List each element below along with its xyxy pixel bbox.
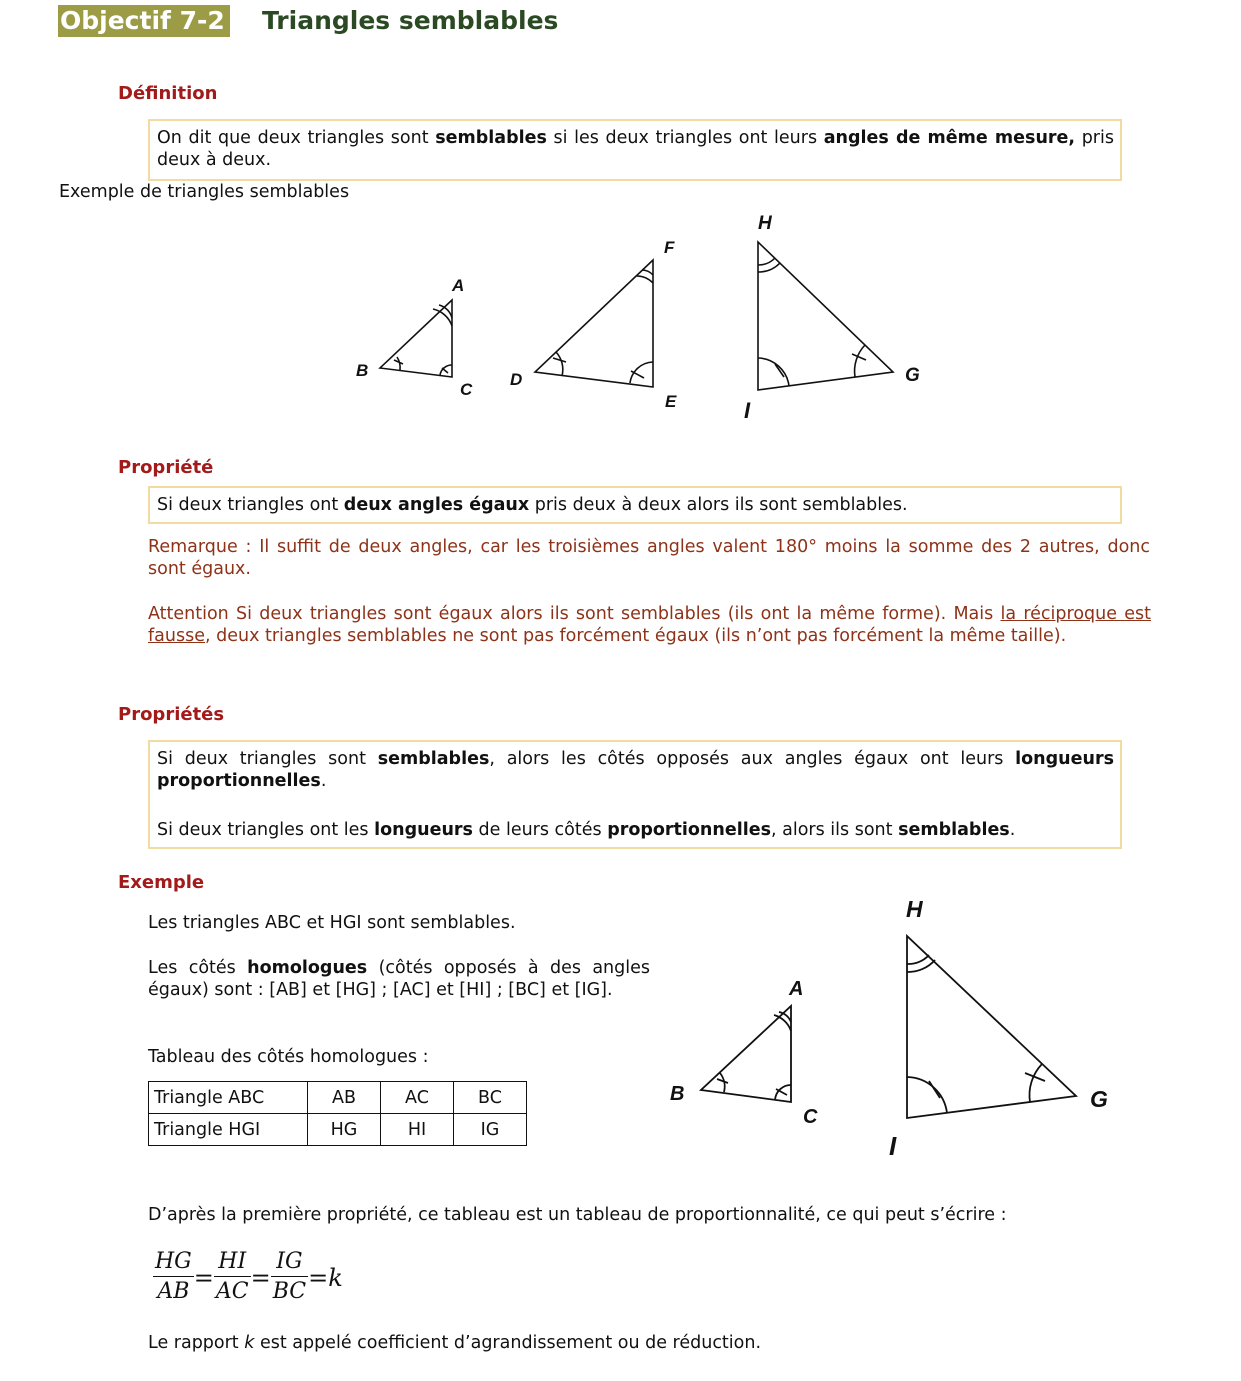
triangle-hgi xyxy=(758,242,893,390)
angle-mark-g xyxy=(1029,1064,1042,1102)
attention-text-1: Attention Si deux triangles sont égaux alors ils sont semblables (ils ont la même forme). Mais xyxy=(148,604,1001,624)
fraction-ig-bc xyxy=(271,1248,308,1307)
page-title: Triangles semblables xyxy=(262,6,559,35)
attention-block xyxy=(148,603,1151,647)
fraction-hg-ab xyxy=(153,1248,194,1307)
table-cell: BC xyxy=(454,1082,527,1114)
property-heading: Propriété xyxy=(118,457,214,478)
definition-text xyxy=(157,127,1114,171)
triangle-abc xyxy=(380,300,452,377)
conclusion-k: k xyxy=(244,1333,255,1353)
properties-s2-text-3: , alors ils sont xyxy=(771,820,899,840)
angle-mark-h xyxy=(907,955,929,964)
label-h: H xyxy=(906,896,923,922)
properties-box xyxy=(148,740,1122,849)
properties-s1-bold-1: semblables xyxy=(377,749,490,769)
label-h: H xyxy=(758,213,772,234)
angle-mark-c xyxy=(440,365,452,375)
definition-bold-2: angles de même mesure, xyxy=(823,128,1076,148)
properties-s1-text-3: . xyxy=(320,771,327,791)
label-a: A xyxy=(452,276,465,295)
table-cell: Triangle HGI xyxy=(149,1114,308,1146)
fraction-hi-ac xyxy=(214,1248,251,1307)
attention-text xyxy=(148,603,1151,647)
label-i: I xyxy=(889,1131,897,1161)
table-cell: IG xyxy=(454,1114,527,1146)
properties-s2-text-1: Si deux triangles ont les xyxy=(157,820,375,840)
definition-text-2: si les deux triangles ont leurs xyxy=(546,128,824,148)
objective-badge: Objectif 7-2 xyxy=(58,5,230,37)
triangle-hgi-example xyxy=(907,936,1076,1118)
table-cell: Triangle ABC xyxy=(149,1082,308,1114)
property-text-1: Si deux triangles ont xyxy=(157,495,344,515)
property-bold-1: deux angles égaux xyxy=(343,495,530,515)
property-text-2: pris deux à deux alors ils sont semblables. xyxy=(529,495,908,515)
definition-box xyxy=(148,119,1122,181)
denominator: AB xyxy=(157,1279,190,1304)
homologous-sides-table xyxy=(148,1081,527,1146)
label-c: C xyxy=(460,380,473,399)
table-row xyxy=(149,1082,527,1114)
example-caption: Exemple de triangles semblables xyxy=(59,182,350,202)
angle-mark-f xyxy=(642,270,653,275)
properties-s1-text-2: , alors les côtés opposés aux angles égaux ont leurs xyxy=(489,749,1016,769)
attention-text-2: , deux triangles semblables ne sont pas forcément égaux (ils n’ont pas forcément la même taille). xyxy=(204,626,1067,646)
numerator: HI xyxy=(214,1248,251,1277)
properties-s1-bold-2: longueurs proportionnelles xyxy=(157,749,1114,791)
property-text xyxy=(157,494,1114,516)
label-e: E xyxy=(665,392,677,411)
property-box xyxy=(148,486,1122,524)
equals-sign: = xyxy=(193,1263,214,1292)
properties-statement-1 xyxy=(157,748,1114,792)
angle-mark-d xyxy=(556,352,563,376)
denominator: AC xyxy=(215,1279,249,1304)
label-c: C xyxy=(803,1106,818,1128)
equals-sign: = xyxy=(250,1263,271,1292)
angle-mark-b xyxy=(720,1073,725,1092)
angle-mark-i xyxy=(758,358,789,386)
homologous-text-1: Les côtés xyxy=(148,958,248,978)
properties-s2-text-2: de leurs côtés xyxy=(472,820,608,840)
definition-text-3: pris deux à deux. xyxy=(157,128,1114,170)
properties-statement-2 xyxy=(157,819,1114,841)
definition-bold-1: semblables xyxy=(435,128,547,148)
angle-mark-g xyxy=(855,345,865,377)
homologous-text-2: (côtés opposés à des angles égaux) sont : [AB] et [HG] ; [AC] et [HI] ; [BC] et [IG]. xyxy=(148,958,650,1000)
proportion-formula xyxy=(153,1248,343,1307)
remark-block xyxy=(148,536,1150,580)
example-heading: Exemple xyxy=(118,872,205,893)
label-g: G xyxy=(905,365,920,386)
table-cell: HG xyxy=(308,1114,381,1146)
after-table-text: D’après la première propriété, ce tableau est un tableau de proportionnalité, ce qui peut s’écrire : xyxy=(148,1205,1007,1225)
numerator: HG xyxy=(153,1248,194,1277)
denominator: BC xyxy=(272,1279,307,1304)
properties-s2-bold-2: proportionnelles xyxy=(607,820,772,840)
definition-heading: Définition xyxy=(118,83,218,104)
conclusion-text-1: Le rapport xyxy=(148,1333,245,1353)
properties-s1-text-1: Si deux triangles sont xyxy=(157,749,378,769)
attention-underlined: la réciproque est fausse xyxy=(148,604,1152,646)
angle-mark-b xyxy=(397,357,400,370)
homologous-bold: homologues xyxy=(247,958,368,978)
example-triangles-figure xyxy=(665,890,1125,1165)
equals-sign: = xyxy=(308,1263,329,1292)
properties-s2-text-4: . xyxy=(1009,820,1016,840)
table-row xyxy=(149,1114,527,1146)
label-b: B xyxy=(670,1083,685,1105)
angle-mark-h xyxy=(758,258,775,265)
table-cell: HI xyxy=(381,1114,454,1146)
similar-triangles-figure xyxy=(340,205,940,430)
label-i: I xyxy=(744,398,751,423)
ratio-k: k xyxy=(328,1263,343,1292)
homologous-sides-text xyxy=(148,957,650,1001)
label-b: B xyxy=(356,361,369,380)
angle-mark-i xyxy=(907,1077,947,1113)
properties-s2-bold-1: longueurs xyxy=(374,820,473,840)
table-cell: AB xyxy=(308,1082,381,1114)
remark-text: Remarque : Il suffit de deux angles, car les troisièmes angles valent 180° moins la somme des 2 autres, donc sont égaux. xyxy=(148,537,1150,579)
conclusion-text-2: est appelé coefficient d’agrandissement ou de réduction. xyxy=(254,1333,762,1353)
table-cell: AC xyxy=(381,1082,454,1114)
label-g: G xyxy=(1090,1086,1108,1112)
triangle-abc-example xyxy=(701,1006,791,1102)
label-a: A xyxy=(789,978,804,1000)
numerator: IG xyxy=(271,1248,308,1277)
conclusion-text xyxy=(148,1332,761,1354)
properties-s2-bold-3: semblables xyxy=(898,820,1010,840)
triangle-def xyxy=(535,260,653,387)
example-line-1: Les triangles ABC et HGI sont semblables. xyxy=(148,913,516,933)
table-caption: Tableau des côtés homologues : xyxy=(148,1047,429,1067)
definition-text-1: On dit que deux triangles sont xyxy=(157,128,436,148)
properties-heading: Propriétés xyxy=(118,704,225,725)
label-f: F xyxy=(664,238,675,257)
label-d: D xyxy=(510,370,523,389)
